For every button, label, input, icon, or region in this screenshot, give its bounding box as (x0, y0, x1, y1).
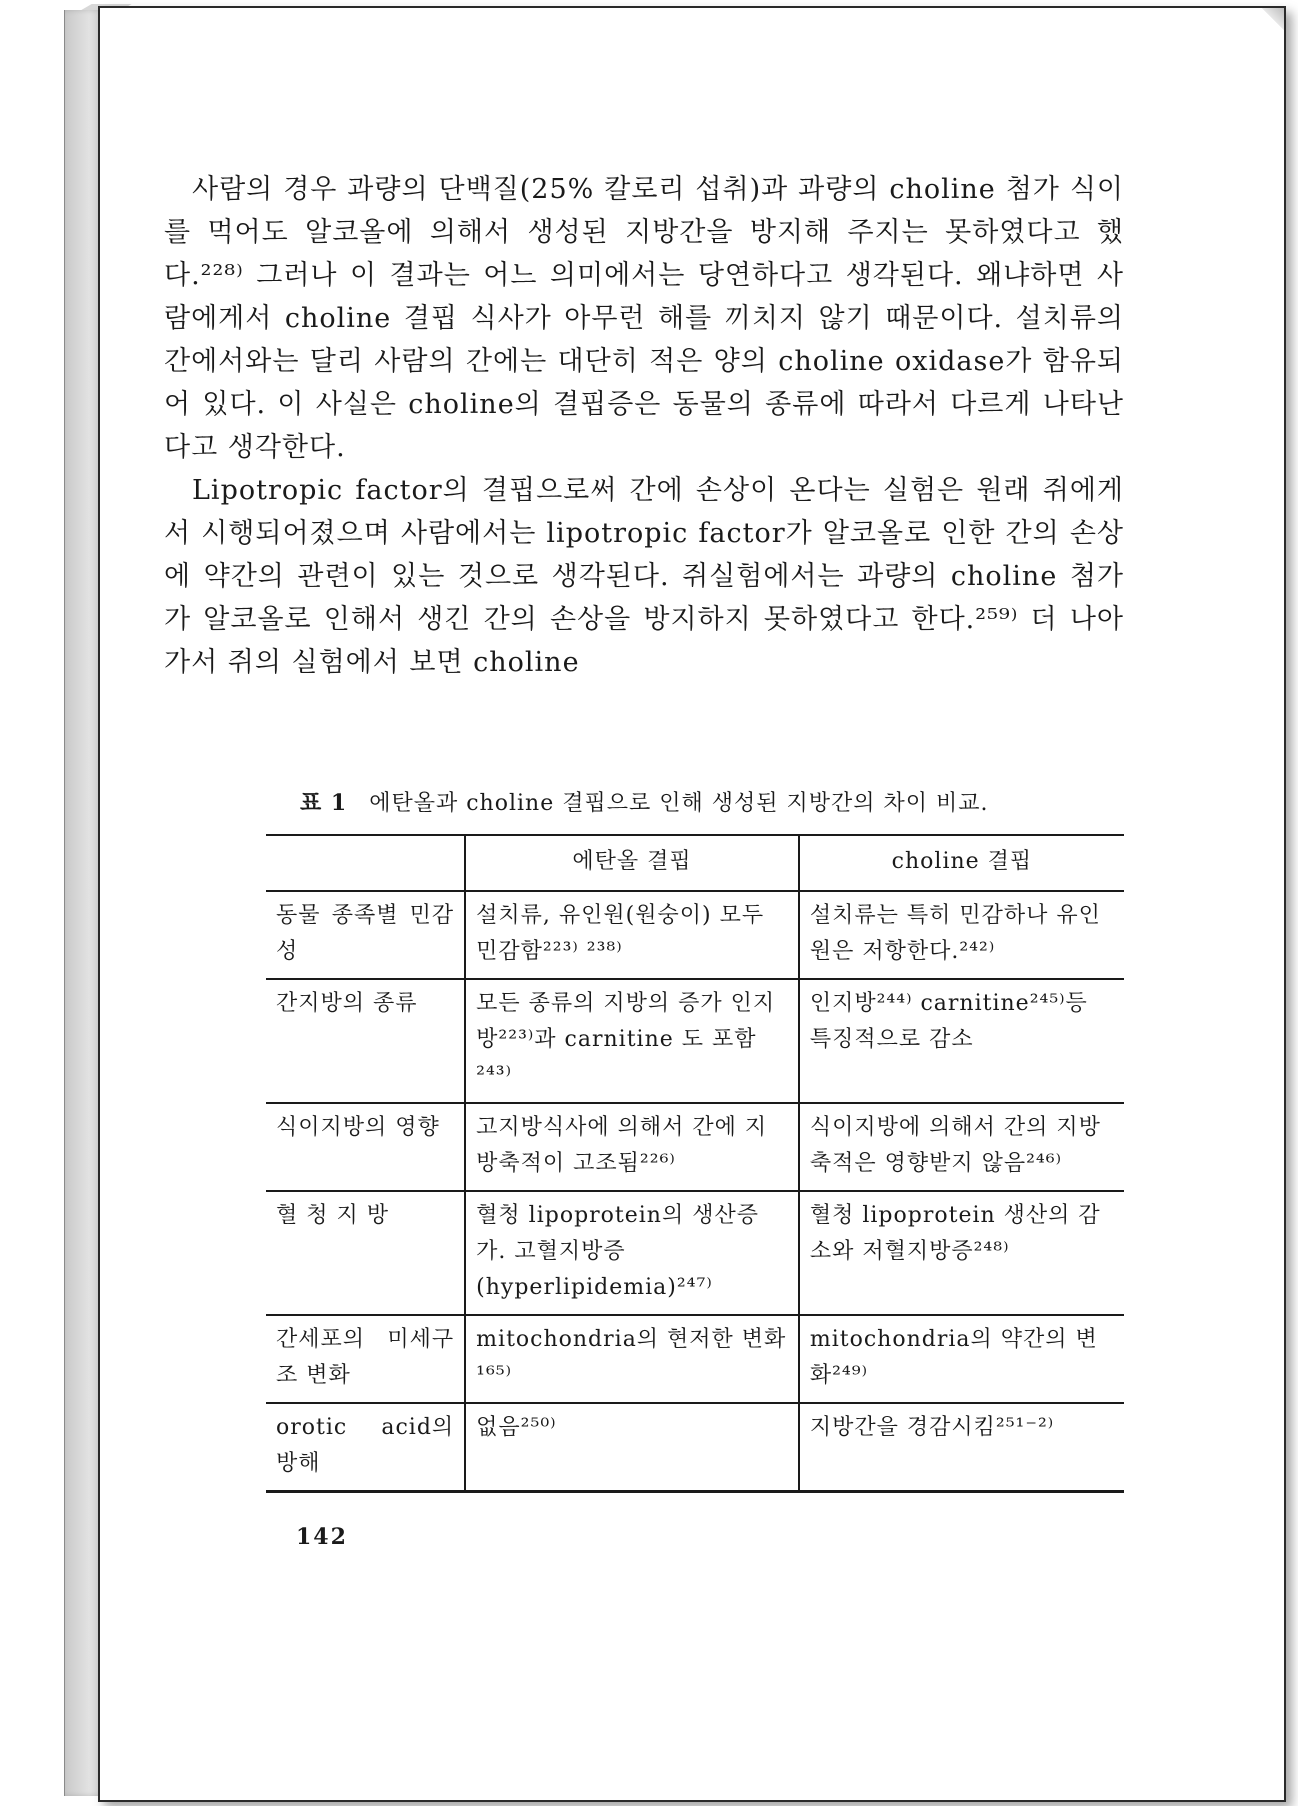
row-label: 간세포의 미세구조 변화 (276, 1327, 455, 1388)
comparison-table (266, 834, 1124, 1493)
table-row (266, 1403, 1124, 1492)
row-label: 간지방의 종류 (276, 991, 418, 1016)
table-caption (300, 786, 1120, 817)
row-label: 혈 청 지 방 (276, 1203, 389, 1228)
table-caption-text: 에탄올과 choline 결핍으로 인해 생성된 지방간의 차이 비교. (369, 791, 989, 816)
table-row (266, 891, 1124, 979)
ethanol-cell: 혈청 lipoprotein의 생산증가. 고혈지방증(hyperlipidemia)²⁴⁷⁾ (465, 1191, 799, 1315)
page-corner (1262, 8, 1284, 30)
ethanol-cell: mitochondria의 현저한 변화¹⁶⁵⁾ (465, 1315, 799, 1403)
ethanol-cell: 없음²⁵⁰⁾ (465, 1403, 799, 1492)
row-label: orotic acid의 방해 (276, 1415, 455, 1476)
row-label: 동물 종족별 민감성 (276, 903, 455, 964)
table-row (266, 1315, 1124, 1403)
paragraph-2: Lipotropic factor의 결핍으로써 간에 손상이 온다는 실험은 원래 쥐에게서 시행되어졌으며 사람에서는 lipotropic factor가 알코올로 인한 간의 손상에 약간의 관련이 있는 것으로 생각된다. 쥐실험에서는 과량의 choline 첨가가 알코올로 인해서 생긴 간의 손상을 방지하지 못하였다고 한다.²⁵⁹⁾ 더 나아가서 쥐의 실험에서 보면 choline (164, 475, 1124, 678)
ethanol-cell: 고지방식사에 의해서 간에 지방축적이 고조됨²²⁶⁾ (465, 1103, 799, 1191)
choline-cell: 식이지방에 의해서 간의 지방축적은 영향받지 않음²⁴⁶⁾ (799, 1103, 1124, 1191)
header-cell-blank (266, 835, 465, 891)
choline-cell: mitochondria의 약간의 변화²⁴⁹⁾ (799, 1315, 1124, 1403)
body-text (164, 168, 1124, 684)
page-number: 142 (296, 1524, 348, 1550)
choline-cell: 설치류는 특히 민감하나 유인원은 저항한다.²⁴²⁾ (799, 891, 1124, 979)
table-row (266, 979, 1124, 1103)
table-row (266, 1191, 1124, 1315)
ethanol-cell: 모든 종류의 지방의 증가 인지방²²³⁾과 carnitine 도 포함²⁴³⁾ (465, 979, 799, 1103)
paragraph-1: 사람의 경우 과량의 단백질(25% 칼로리 섭취)과 과량의 choline 첨가 식이를 먹어도 알코올에 의해서 생성된 지방간을 방지해 주지는 못하였다고 했다.²²⁸⁾ 그러나 이 결과는 어느 의미에서는 당연하다고 생각된다. 왜냐하면 사람에게서 choline 결핍 식사가 아무런 해를 끼치지 않기 때문이다. 설치류의 간에서와는 달리 사람의 간에는 대단히 적은 양의 choline oxidase가 함유되어 있다. 이 사실은 choline의 결핍증은 동물의 종류에 따라서 다르게 나타난다고 생각한다. (164, 174, 1124, 463)
ethanol-cell: 설치류, 유인원(원숭이) 모두 민감함²²³⁾ ²³⁸⁾ (465, 891, 799, 979)
table-caption-number: 표 1 (300, 790, 348, 816)
choline-cell: 혈청 lipoprotein 생산의 감소와 저혈지방증²⁴⁸⁾ (799, 1191, 1124, 1315)
header-cell-choline: choline 결핍 (799, 835, 1124, 891)
choline-cell: 인지방²⁴⁴⁾ carnitine²⁴⁵⁾등 특징적으로 감소 (799, 979, 1124, 1103)
table-header-row (266, 835, 1124, 891)
row-label: 식이지방의 영향 (276, 1115, 440, 1140)
table-row (266, 1103, 1124, 1191)
choline-cell: 지방간을 경감시킴²⁵¹⁻²⁾ (799, 1403, 1124, 1492)
header-cell-ethanol: 에탄올 결핍 (465, 835, 799, 891)
